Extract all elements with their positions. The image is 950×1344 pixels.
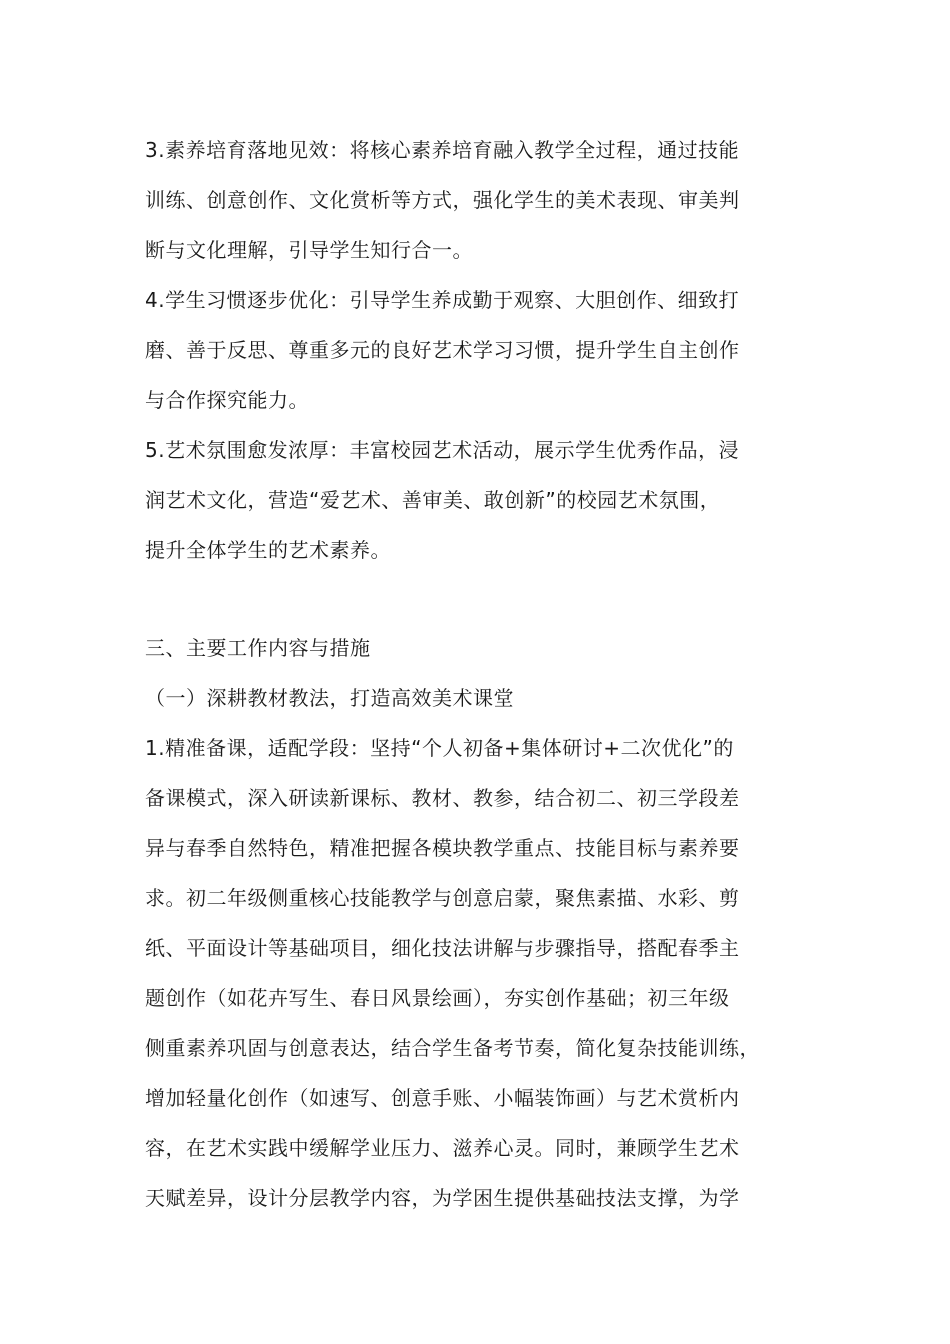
paragraph-1-line-10: 天赋差异，设计分层教学内容，为学困生提供基础技法支撑，为学 [145,1186,740,1210]
paragraph-1-line-2: 备课模式，深入研读新课标、教材、教参，结合初二、初三学段差 [145,786,740,810]
subsection-heading: （一）深耕教材教法，打造高效美术课堂 [145,686,514,710]
paragraph-5-line-2: 润艺术文化，营造“爱艺术、善审美、敢创新”的校园艺术氛围， [145,488,721,512]
paragraph-5-line-1: 5.艺术氛围愈发浓厚：丰富校园艺术活动，展示学生优秀作品，浸 [145,438,740,462]
paragraph-1-line-8: 增加轻量化创作（如速写、创意手账、小幅装饰画）与艺术赏析内 [145,1086,740,1110]
paragraph-3-line-3: 断与文化理解，引导学生知行合一。 [145,238,473,262]
paragraph-1-line-5: 纸、平面设计等基础项目，细化技法讲解与步骤指导，搭配春季主 [145,936,740,960]
paragraph-4-line-3: 与合作探究能力。 [145,388,309,412]
paragraph-3-line-2: 训练、创意创作、文化赏析等方式，强化学生的美术表现、审美判 [145,188,740,212]
paragraph-1-line-4: 求。初二年级侧重核心技能教学与创意启蒙，聚焦素描、水彩、剪 [145,886,740,910]
paragraph-1-line-1: 1.精准备课，适配学段：坚持“个人初备+集体研讨+二次优化”的 [145,736,734,760]
paragraph-4-line-1: 4.学生习惯逐步优化：引导学生养成勤于观察、大胆创作、细致打 [145,288,740,312]
paragraph-1-line-7: 侧重素养巩固与创意表达，结合学生备考节奏，简化复杂技能训练， [145,1036,760,1060]
paragraph-5-line-3: 提升全体学生的艺术素养。 [145,538,391,562]
paragraph-4-line-2: 磨、善于反思、尊重多元的良好艺术学习习惯，提升学生自主创作 [145,338,740,362]
paragraph-1-line-6: 题创作（如花卉写生、春日风景绘画），夯实创作基础；初三年级 [145,986,730,1010]
paragraph-1-line-3: 异与春季自然特色，精准把握各模块教学重点、技能目标与素养要 [145,836,740,860]
section-heading: 三、主要工作内容与措施 [145,636,371,660]
paragraph-1-line-9: 容，在艺术实践中缓解学业压力、滋养心灵。同时，兼顾学生艺术 [145,1136,740,1160]
paragraph-3-line-1: 3.素养培育落地见效：将核心素养培育融入教学全过程，通过技能 [145,138,740,162]
